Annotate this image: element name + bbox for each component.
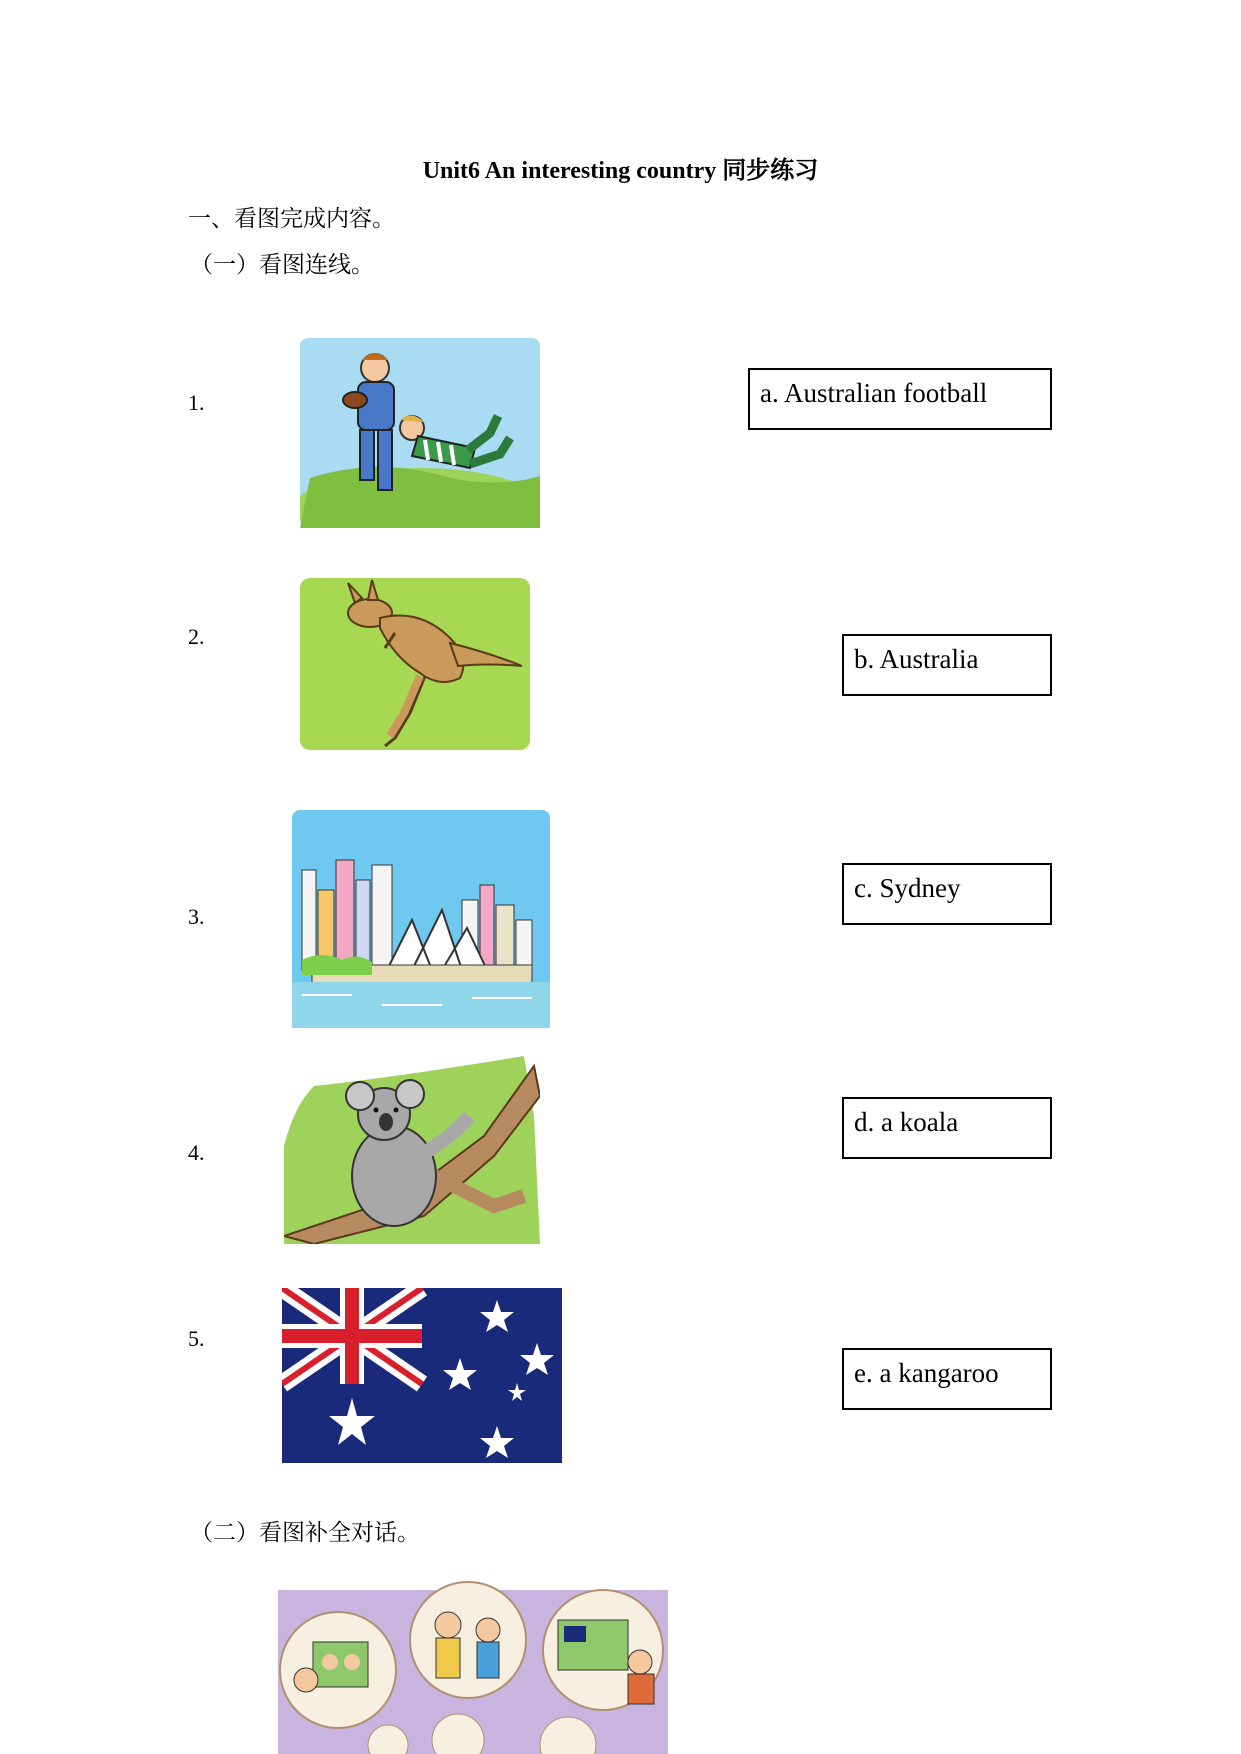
title-chinese: 同步练习 <box>722 156 819 184</box>
option-c-label: c. Sydney <box>854 873 961 903</box>
option-e-box <box>842 1348 1052 1410</box>
koala-picture <box>284 1056 540 1244</box>
option-d-label: d. a koala <box>854 1107 959 1137</box>
option-a-label: a. Australian football <box>760 378 988 408</box>
sydney-skyline-picture <box>292 810 550 1028</box>
item-number-1: 1. <box>188 390 205 415</box>
option-b-label: b. Australia <box>854 644 979 674</box>
title-english: Unit6 An interesting country <box>422 158 717 184</box>
australian-flag-picture <box>282 1288 562 1463</box>
option-c-box <box>842 863 1052 925</box>
option-e-label: e. a kangaroo <box>854 1358 999 1388</box>
option-d-box <box>842 1097 1052 1159</box>
option-b-box <box>842 634 1052 696</box>
dialogue-picture <box>268 1580 668 1754</box>
section-heading: 一、看图完成内容。 <box>188 206 395 232</box>
kangaroo-picture <box>300 578 530 750</box>
item-number-3: 3. <box>188 904 205 929</box>
option-a-box <box>748 368 1052 430</box>
item-number-5: 5. <box>188 1326 205 1351</box>
part1-heading: （一）看图连线。 <box>190 252 374 278</box>
item-number-2: 2. <box>188 624 205 649</box>
part2-heading: （二）看图补全对话。 <box>190 1520 420 1546</box>
rugby-players-picture <box>300 338 540 528</box>
page-title <box>0 150 1241 185</box>
item-number-4: 4. <box>188 1140 205 1165</box>
